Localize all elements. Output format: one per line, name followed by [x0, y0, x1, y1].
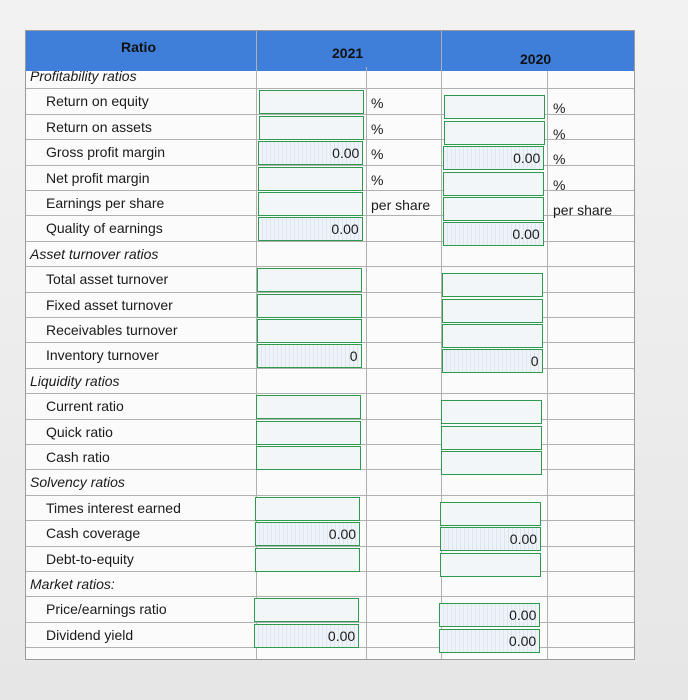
unit-2021: % [371, 120, 384, 137]
row-label: Market ratios: [30, 576, 115, 592]
input-2020[interactable] [440, 553, 541, 577]
input-2021[interactable] [254, 598, 359, 622]
row-label: Quick ratio [46, 423, 113, 440]
input-2021[interactable]: 0 [257, 344, 362, 368]
row-label: Current ratio [46, 398, 124, 415]
input-2021[interactable] [255, 548, 360, 572]
input-2020[interactable]: 0.00 [443, 146, 544, 170]
input-2020[interactable] [443, 197, 544, 221]
row-label: Net profit margin [46, 169, 150, 186]
row-label: Times interest earned [46, 499, 181, 516]
row-label: Debt-to-equity [46, 550, 134, 567]
input-2020[interactable] [442, 299, 543, 323]
row-label: Return on equity [46, 93, 149, 110]
row-label: Total asset turnover [46, 271, 169, 288]
input-2021[interactable]: 0.00 [254, 624, 359, 648]
row-label: Cash ratio [46, 449, 110, 465]
input-2021[interactable] [257, 268, 362, 292]
row-label: Return on assets [46, 118, 152, 135]
input-2020[interactable] [441, 400, 542, 424]
input-2020[interactable] [442, 324, 543, 348]
unit-2020: % [553, 151, 566, 168]
row-label: Earnings per share [46, 195, 165, 211]
row-label: Quality of earnings [46, 220, 163, 237]
input-2021[interactable] [258, 167, 363, 191]
input-2020[interactable]: 0.00 [443, 222, 544, 246]
input-2021[interactable] [259, 90, 364, 114]
input-2021[interactable] [256, 446, 361, 470]
input-2020[interactable] [441, 451, 542, 475]
input-2021[interactable] [256, 421, 361, 445]
row-label: Cash coverage [46, 525, 141, 542]
row-label: Fixed asset turnover [46, 296, 173, 313]
header-ratio: Ratio [121, 39, 156, 55]
input-2021[interactable] [258, 192, 363, 216]
input-2021[interactable]: 0.00 [258, 217, 363, 241]
header-2021: 2021 [332, 45, 364, 61]
row-label: Price/earnings ratio [46, 601, 167, 618]
row-label: Receivables turnover [46, 322, 178, 338]
row-label: Dividend yield [46, 626, 134, 643]
input-2021[interactable] [259, 116, 364, 140]
input-2021[interactable] [255, 497, 360, 521]
input-2021[interactable] [257, 294, 362, 318]
row-label: Inventory turnover [46, 347, 159, 364]
row-label: Gross profit margin [46, 144, 166, 161]
input-2021[interactable]: 0.00 [255, 522, 360, 546]
input-2020[interactable]: 0 [442, 349, 543, 373]
header-2020: 2020 [520, 51, 552, 67]
input-2020[interactable] [444, 95, 545, 119]
ratio-table [25, 30, 635, 660]
unit-2021: % [371, 146, 384, 163]
unit-2021: % [371, 171, 384, 188]
input-2020[interactable]: 0.00 [439, 629, 540, 653]
input-2020[interactable] [441, 426, 542, 450]
unit-2020: % [553, 125, 566, 142]
input-2020[interactable] [440, 502, 541, 526]
row-label: Profitability ratios [30, 68, 137, 84]
unit-2020: % [553, 100, 566, 117]
input-2020[interactable]: 0.00 [440, 527, 541, 551]
row-label: Asset turnover ratios [30, 245, 159, 262]
input-2020[interactable] [442, 273, 543, 297]
unit-2020: per share [553, 202, 613, 218]
input-2020[interactable]: 0.00 [439, 603, 540, 627]
input-2021[interactable] [257, 319, 362, 343]
input-2021[interactable] [256, 395, 361, 419]
input-2020[interactable] [444, 121, 545, 145]
unit-2021: per share [371, 197, 431, 213]
row-label: Solvency ratios [30, 474, 125, 491]
unit-2020: % [553, 176, 566, 193]
input-2020[interactable] [443, 172, 544, 196]
input-2021[interactable]: 0.00 [258, 141, 363, 165]
row-label: Liquidity ratios [30, 372, 120, 389]
unit-2021: % [371, 95, 384, 112]
